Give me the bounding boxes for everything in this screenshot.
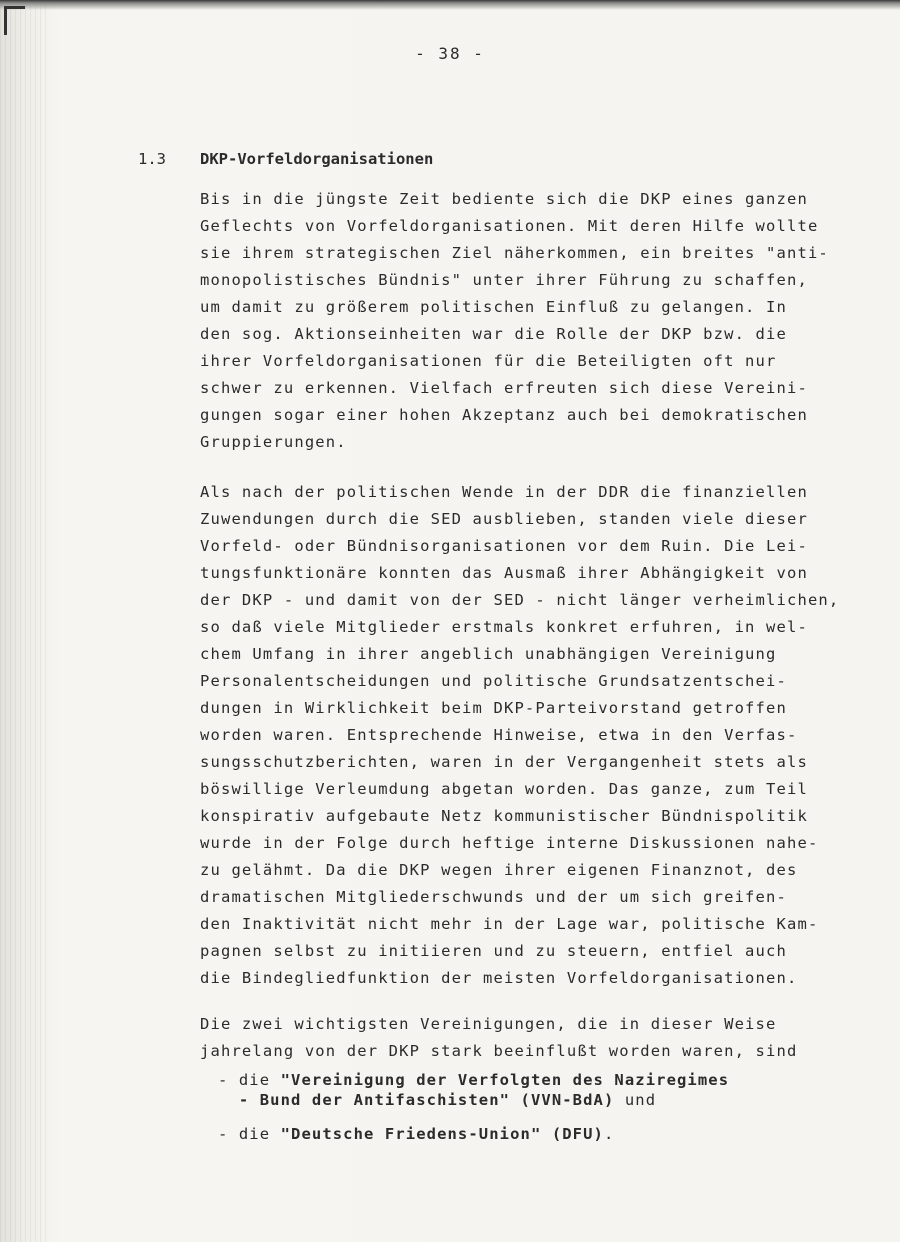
text-line: Die zwei wichtigsten Vereinigungen, die in dieser Weise: [200, 1015, 777, 1033]
text-line: schwer zu erkennen. Vielfach erfreuten sich diese Vereini-: [200, 379, 808, 397]
list-item-suffix: .: [603, 1125, 615, 1143]
paragraph-3: [200, 1011, 860, 1065]
text-line: worden waren. Entsprechende Hinweise, etwa in den Verfas-: [200, 726, 798, 744]
list-item-continuation: [218, 1090, 858, 1110]
text-line: Als nach der politischen Wende in der DDR die finanziellen: [200, 483, 808, 501]
page-number: - 38 -: [415, 44, 485, 63]
text-line: dungen in Wirklichkeit beim DKP-Parteivorstand getroffen: [200, 699, 787, 717]
text-line: monopolistisches Bündnis" unter ihrer Führung zu schaffen,: [200, 271, 808, 289]
text-line: sungsschutzberichten, waren in der Vergangenheit stets als: [200, 753, 808, 771]
text-line: sie ihrem strategischen Ziel näherkommen, ein breites "anti-: [200, 244, 829, 262]
text-line: den Inaktivität nicht mehr in der Lage war, politische Kam-: [200, 915, 819, 933]
text-line: wurde in der Folge durch heftige interne Diskussionen nahe-: [200, 834, 819, 852]
text-line: chem Umfang in ihrer angeblich unabhängigen Vereinigung: [200, 645, 777, 663]
list-item-suffix: und: [614, 1091, 657, 1109]
text-line: Gruppierungen.: [200, 433, 347, 451]
text-line: böswillige Verleumdung abgetan worden. Das ganze, zum Teil: [200, 780, 808, 798]
text-line: pagnen selbst zu initiieren und zu steuern, entfiel auch: [200, 942, 787, 960]
text-line: zu gelähmt. Da die DKP wegen ihrer eigenen Finanznot, des: [200, 861, 798, 879]
text-line: Vorfeld- oder Bündnisorganisationen vor dem Ruin. Die Lei-: [200, 537, 808, 555]
text-line: so daß viele Mitglieder erstmals konkret erfuhren, in wel-: [200, 618, 808, 636]
paragraph-1: [200, 186, 860, 456]
list-item-bold: "Deutsche Friedens-Union" (DFU): [280, 1125, 604, 1143]
text-line: die Bindegliedfunktion der meisten Vorfeldorganisationen.: [200, 969, 798, 987]
text-line: konspirativ aufgebaute Netz kommunistischer Bündnispolitik: [200, 807, 808, 825]
scan-corner-mark: [4, 6, 25, 35]
list-item: [218, 1124, 858, 1144]
text-line: gungen sogar einer hohen Akzeptanz auch bei demokratischen: [200, 406, 808, 424]
text-line: Personalentscheidungen und politische Grundsatzentschei-: [200, 672, 787, 690]
binding-edge: [0, 0, 46, 1242]
text-line: dramatischen Mitgliederschwunds und der um sich greifen-: [200, 888, 787, 906]
text-line: ihrer Vorfeldorganisationen für die Beteiligten oft nur: [200, 352, 777, 370]
section-title: DKP-Vorfeldorganisationen: [200, 150, 434, 168]
text-line: der DKP - und damit von der SED - nicht länger verheimlichen,: [200, 591, 840, 609]
text-line: Geflechts von Vorfeldorganisationen. Mit deren Hilfe wollte: [200, 217, 819, 235]
list-item-bold: - Bund der Antifaschisten" (VVN-BdA): [218, 1091, 615, 1109]
section-number: 1.3: [138, 150, 166, 168]
list-item-bold: "Vereinigung der Verfolgten des Naziregimes: [280, 1071, 730, 1089]
list-item-prefix: - die: [218, 1125, 281, 1143]
scan-top-edge: [0, 0, 900, 10]
text-line: Zuwendungen durch die SED ausblieben, standen viele dieser: [200, 510, 808, 528]
text-line: Bis in die jüngste Zeit bediente sich die DKP eines ganzen: [200, 190, 808, 208]
text-line: um damit zu größerem politischen Einfluß zu gelangen. In: [200, 298, 787, 316]
text-line: jahrelang von der DKP stark beeinflußt worden waren, sind: [200, 1042, 798, 1060]
text-line: den sog. Aktionseinheiten war die Rolle der DKP bzw. die: [200, 325, 787, 343]
text-line: tungsfunktionäre konnten das Ausmaß ihrer Abhängigkeit von: [200, 564, 808, 582]
list-item-prefix: - die: [218, 1071, 281, 1089]
organization-list: [218, 1070, 858, 1144]
paragraph-2: [200, 479, 860, 992]
list-item: [218, 1070, 858, 1090]
